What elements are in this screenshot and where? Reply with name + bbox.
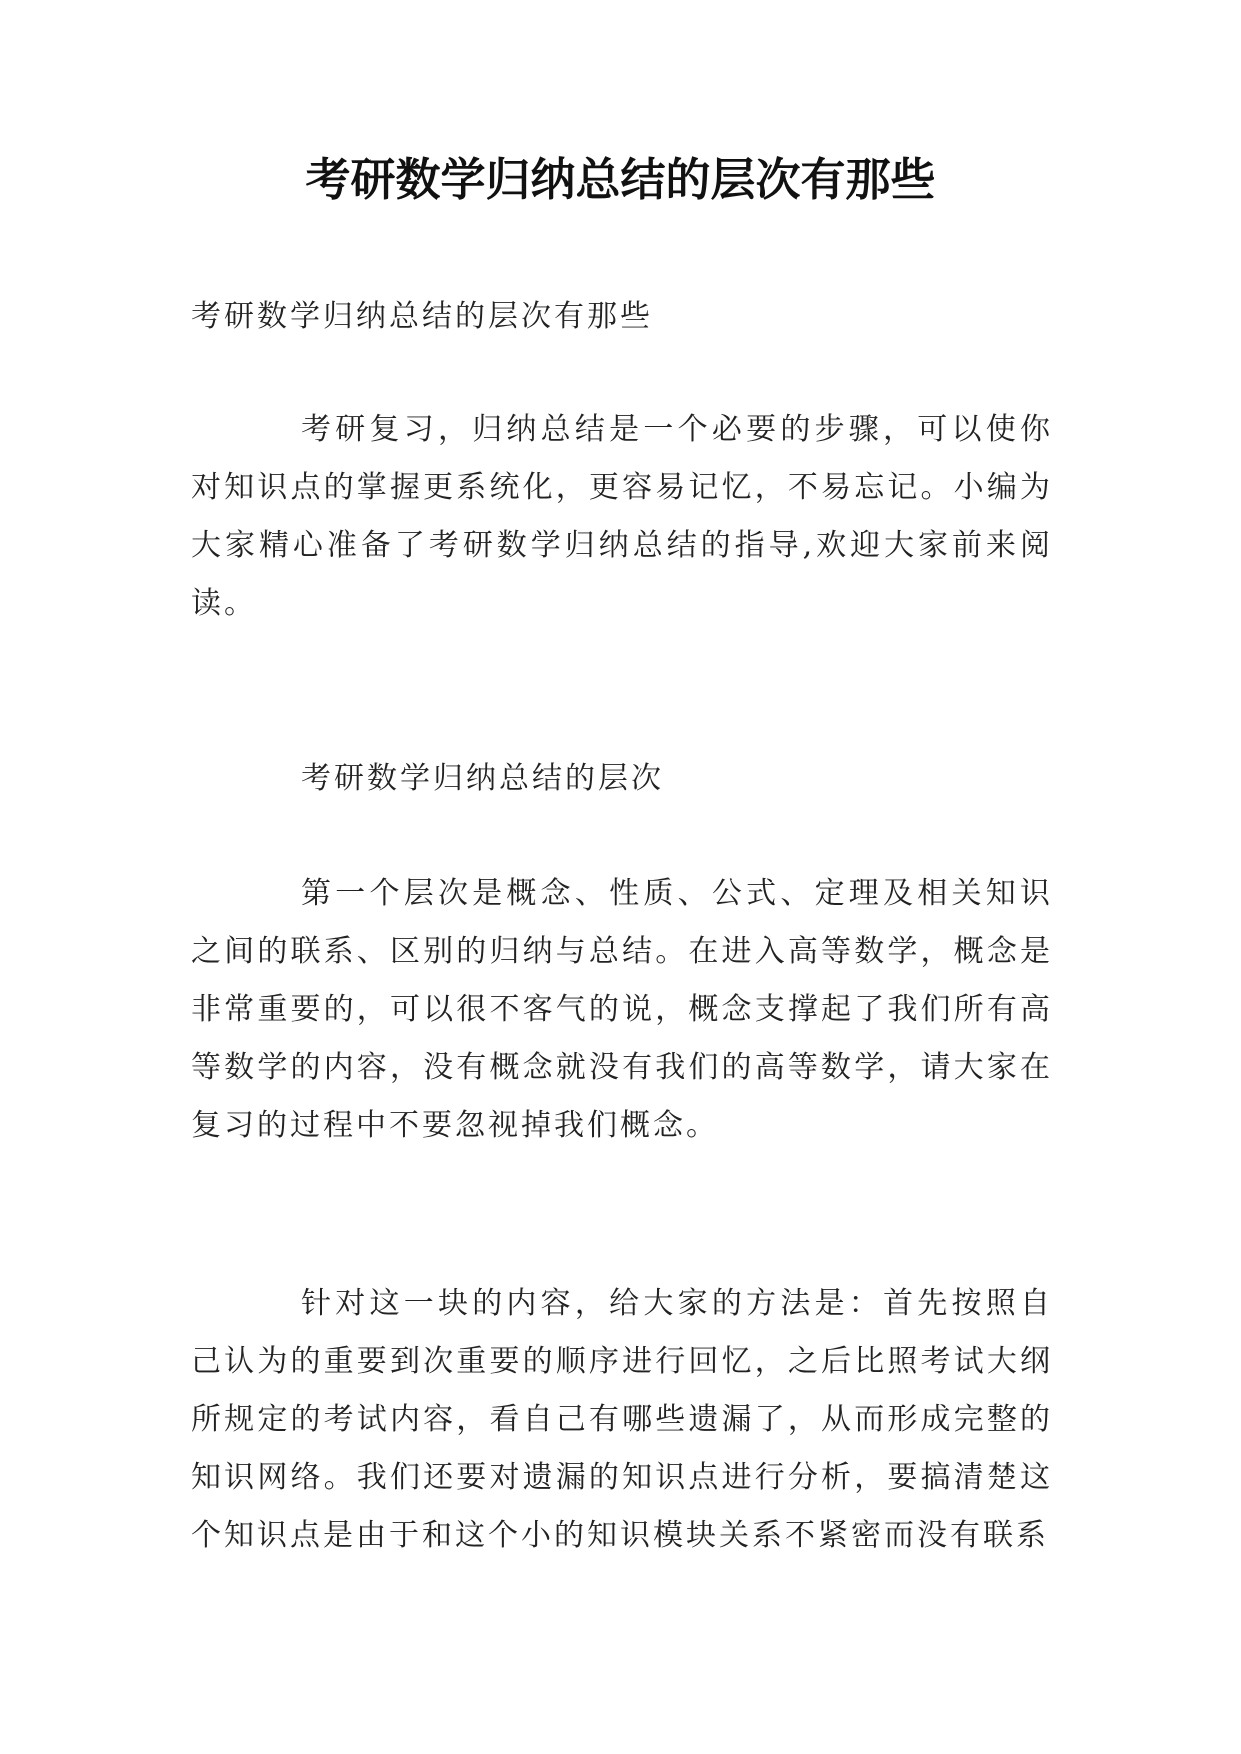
section-heading: 考研数学归纳总结的层次 (301, 761, 664, 796)
method-paragraph: 针对这一块的内容，给大家的方法是：首先按照自己认为的重要到次重要的顺序进行回忆，之后比照考试大纲所规定的考试内容，看自己有哪些遗漏了，从而形成完整的知识网络。我们还要对遗漏的知识点进行分析，要搞清楚这个知识点是由于和这个小的知识模块关系不紧密而没有联系 (191, 1286, 1053, 1553)
level1-paragraph: 第一个层次是概念、性质、公式、定理及相关知识之间的联系、区别的归纳与总结。在进入高等数学，概念是非常重要的，可以很不客气的说，概念支撑起了我们所有高等数学的内容，没有概念就没有我们的高等数学，请大家在复习的过程中不要忽视掉我们概念。 (191, 876, 1053, 1143)
intro-paragraph: 考研复习，归纳总结是一个必要的步骤，可以使你对知识点的掌握更系统化，更容易记忆，不易忘记。小编为大家精心准备了考研数学归纳总结的指导,欢迎大家前来阅读。 (191, 412, 1053, 621)
document-title: 考研数学归纳总结的层次有那些 (305, 153, 936, 206)
document-subtitle: 考研数学归纳总结的层次有那些 (191, 299, 653, 334)
